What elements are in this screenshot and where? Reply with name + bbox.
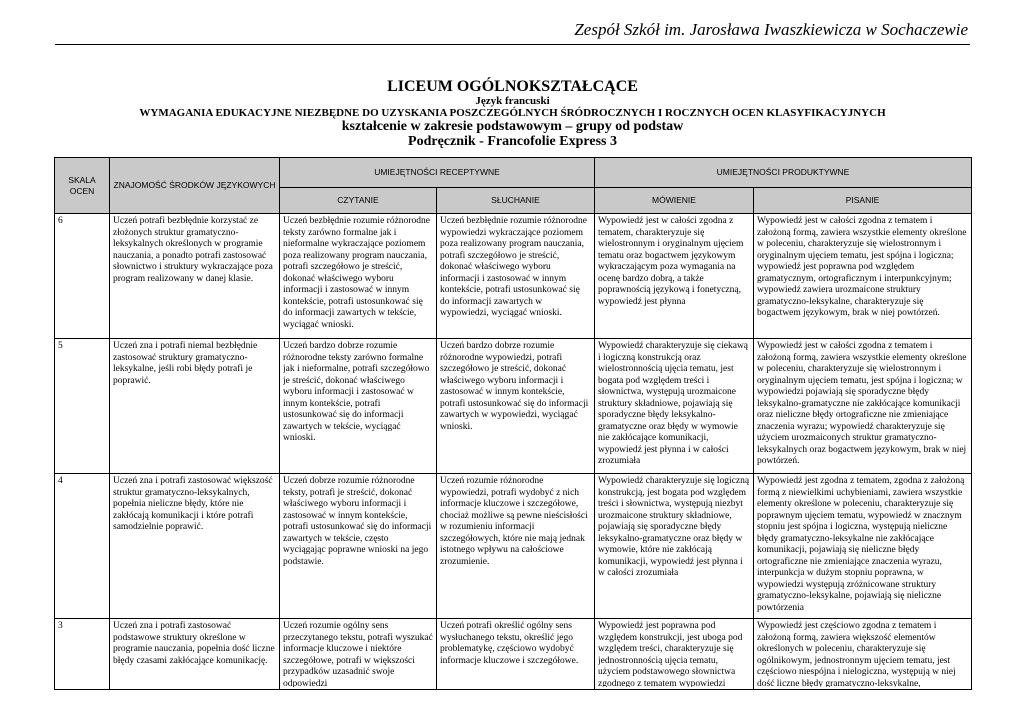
writing-cell: Wypowiedź jest w całości zgodna z tematem i założoną formą, zawiera wszystkie elementy określone w poleceniu, charakteryzuje się wielostronnym i oryginalnym ujęciem tematu, jest spójna i logiczna; w wypowiedzi pojawiają się sporadyczne błędy leksykalno-gramatyczne nie zakłócające komunikacji oraz nieliczne błędy ortograficzne nie zmieniające znaczenia wyrazu; wypowiedź charakteryzuje się użyciem urozmaiconych struktur gramatyczno-leksykalnych oraz bogactwem językowym, brak w niej powtórzeń. xyxy=(754,339,972,474)
reading-cell: Uczeń bezbłędnie rozumie różnorodne teksty zarówno formalne jak i nieformalne wykraczające poziomem poza realizowany program nauczania, potrafi szczegółowo je streścić, dokonać właściwego wyboru informacji i zastosować w innym kontekście, potrafi ustosunkować się do informacji zawartych w tekście, wyciągać wnioski. xyxy=(280,214,437,339)
header-listening: SŁUCHANIE xyxy=(437,188,595,214)
speaking-cell: Wypowiedź charakteryzuje się ciekawą i logiczną konstrukcją oraz wielostronnością ujęcia tematu, jest bogata pod względem treści i słownictwa, występują urozmaicone struktury składniowe, pojawiają się sporadyczne błędy leksykalno-gramatyczne oraz błędy w wymowie nie zakłócające komunikacji, wypowiedź jest płynna i w całości zrozumiała xyxy=(595,339,754,474)
grade-cell: 4 xyxy=(55,474,110,619)
requirements-table xyxy=(54,157,972,690)
table-row xyxy=(55,339,972,474)
header-productive: UMIEJĘTNOŚCI PRODUKTYWNE xyxy=(595,158,972,188)
writing-cell: Wypowiedź jest częściowo zgodna z tematem i założoną formą, zawiera większość elementów określonych w poleceniu, charakteryzuje się ogólnikowym, jednostronnym ujęciem tematu, jest częściowo niespójna i nielogiczna, występują w niej dość liczne błędy gramatyczno-leksykalne, xyxy=(754,619,972,690)
document-titles xyxy=(55,78,970,149)
header-rule xyxy=(55,44,970,45)
knowledge-cell: Uczeń zna i potrafi niemal bezbłędnie zastosować struktury gramatyczno-leksykalne, jeśli robi błędy potrafi je poprawić. xyxy=(110,339,280,474)
knowledge-cell: Uczeń zna i potrafi zastosować większość struktur gramatyczno-leksykalnych, popełnia nieliczne błędy, które nie zakłócają komunikacji i które potrafi samodzielnie poprawić. xyxy=(110,474,280,619)
header-speaking: MÓWIENIE xyxy=(595,188,754,214)
knowledge-cell: Uczeń zna i potrafi zastosować podstawowe struktury określone w programie nauczania, popełnia dość liczne błędy czasami zakłócające komunikację. xyxy=(110,619,280,690)
table-row xyxy=(55,474,972,619)
listening-cell: Uczeń bardzo dobrze rozumie różnorodne wypowiedzi, potrafi szczegółowo je streścić, dokonać właściwego wyboru informacji i zastosować w innym kontekście, potrafi ustosunkować się do informacji zawartych w wypowiedzi, wyciągać wnioski. xyxy=(437,339,595,474)
level-title: kształcenie w zakresie podstawowym – grupy od podstaw xyxy=(341,119,684,134)
school-name-header: Zespół Szkół im. Jarosława Iwaszkiewicza w Sochaczewie xyxy=(574,20,968,39)
header-receptive: UMIEJĘTNOŚCI RECEPTYWNE xyxy=(280,158,595,188)
table-row xyxy=(55,214,972,339)
writing-cell: Wypowiedź jest zgodna z tematem, zgodna z założoną formą z niewielkimi uchybieniami, zawiera wszystkie elementy określone w poleceniu, charakteryzuje się poprawnym ujęciem tematu, wypowiedź w znacznym stopniu jest spójna i logiczna, występują nieliczne błędy gramatyczno-leksykalne nie zakłócające komunikacji, pojawiają się nieliczne błędy ortograficzne nie zmieniające znaczenia wyrazu, interpunkcja w dużym stopniu poprawna, w wypowiedzi występują zróżnicowane struktury gramatyczno-leksykalne, pojawiają się nieliczne powtórzenia xyxy=(754,474,972,619)
speaking-cell: Wypowiedź jest poprawna pod względem konstrukcji, jest uboga pod względem treści, charakteryzuje się jednostronnością ujęcia tematu, użyciem podstawowego słownictwa zgodnego z tematem wypowiedzi xyxy=(595,619,754,690)
subject-title: Język francuski xyxy=(475,95,550,107)
grade-cell: 3 xyxy=(55,619,110,690)
speaking-cell: Wypowiedź charakteryzuje się logiczną konstrukcją, jest bogata pod względem treści i słownictwa, występują niezbyt urozmaicone struktury składniowe, pojawiają się sporadyczne błędy leksykalno-gramatyczne oraz błędy w wymowie, które nie zakłócają komunikacji, wypowiedź jest płynna i w całości zrozumiała xyxy=(595,474,754,619)
speaking-cell: Wypowiedź jest w całości zgodna z tematem, charakteryzuje się wielostronnym i oryginalnym ujęciem tematu oraz bogactwem językowym wykraczającym poza wymagania na ocenę bardzo dobrą, a także poprawnością językową i fonetyczną, wypowiedź jest płynna xyxy=(595,214,754,339)
header-writing: PISANIE xyxy=(754,188,972,214)
grade-cell: 5 xyxy=(55,339,110,474)
requirements-title: WYMAGANIA EDUKACYJNE NIEZBĘDNE DO UZYSKANIA POSZCZEGÓLNYCH ŚRÓDROCZNYCH I ROCZNYCH OCEN KLASYFIKACYJNYCH xyxy=(139,107,886,119)
listening-cell: Uczeń rozumie różnorodne wypowiedzi, potrafi wydobyć z nich informacje kluczowe i szczegółowe, chociaż możliwe są pewne nieścisłości w rozumieniu informacji szczegółowych, które nie mają jednak istotnego wpływu na całościowe zrozumienie. xyxy=(437,474,595,619)
header-knowledge: ZNAJOMOŚĆ ŚRODKÓW JĘZYKOWYCH xyxy=(110,158,280,214)
knowledge-cell: Uczeń potrafi bezbłędnie korzystać ze złożonych struktur gramatyczno-leksykalnych określonych w programie nauczania, a ponadto potrafi zastosować słownictwo i struktury wykraczające poza program realizowany w danej klasie. xyxy=(110,214,280,339)
school-type-title: LICEUM OGÓLNOKSZTAŁCĄCE xyxy=(387,78,638,95)
writing-cell: Wypowiedź jest w całości zgodna z tematem i założoną formą, zawiera wszystkie elementy określone w poleceniu, charakteryzuje się wielostronnym i oryginalnym ujęciem tematu, jest spójna i logiczna; wypowiedź jest poprawna pod względem gramatycznym, ortograficznym i interpunkcyjnym; wypowiedź zawiera urozmaicone struktury gramatyczno-leksykalne, charakteryzuje się bogactwem językowym, brak w niej powtórzeń. xyxy=(754,214,972,339)
listening-cell: Uczeń potrafi określić ogólny sens wysłuchanego tekstu, określić jego problematykę, częściowo wydobyć informacje kluczowe i szczegółowe. xyxy=(437,619,595,690)
reading-cell: Uczeń dobrze rozumie różnorodne teksty, potrafi je streścić, dokonać właściwego wyboru informacji i zastosować w innym kontekście, potrafi ustosunkować się do informacji zawartych w tekście, często wyciągając poprawne wnioski na jego podstawie. xyxy=(280,474,437,619)
header-reading: CZYTANIE xyxy=(280,188,437,214)
reading-cell: Uczeń bardzo dobrze rozumie różnorodne teksty zarówno formalne jak i nieformalne, potrafi szczegółowo je streścić, dokonać właściwego wyboru informacji i zastosować w innym kontekście, potrafi ustosunkować się do informacji zawartych w tekście, wyciągać wnioski. xyxy=(280,339,437,474)
listening-cell: Uczeń bezbłędnie rozumie różnorodne wypowiedzi wykraczające poziomem poza realizowany program nauczania, potrafi szczegółowo je streścić, dokonać właściwego wyboru informacji i zastosować w innym kontekście, potrafi ustosunkować się do informacji zawartych w wypowiedzi, wyciągać wnioski. xyxy=(437,214,595,339)
table-row xyxy=(55,619,972,690)
textbook-title: Podręcznik - Francofolie Express 3 xyxy=(408,134,617,149)
reading-cell: Uczeń rozumie ogólny sens przeczytanego tekstu, potrafi wyszukać informacje kluczowe i niektóre szczegółowe, potrafi w większości przypadków uzasadnić swoje odpowiedzi xyxy=(280,619,437,690)
grade-cell: 6 xyxy=(55,214,110,339)
header-scale: SKALA OCEN xyxy=(55,158,110,214)
